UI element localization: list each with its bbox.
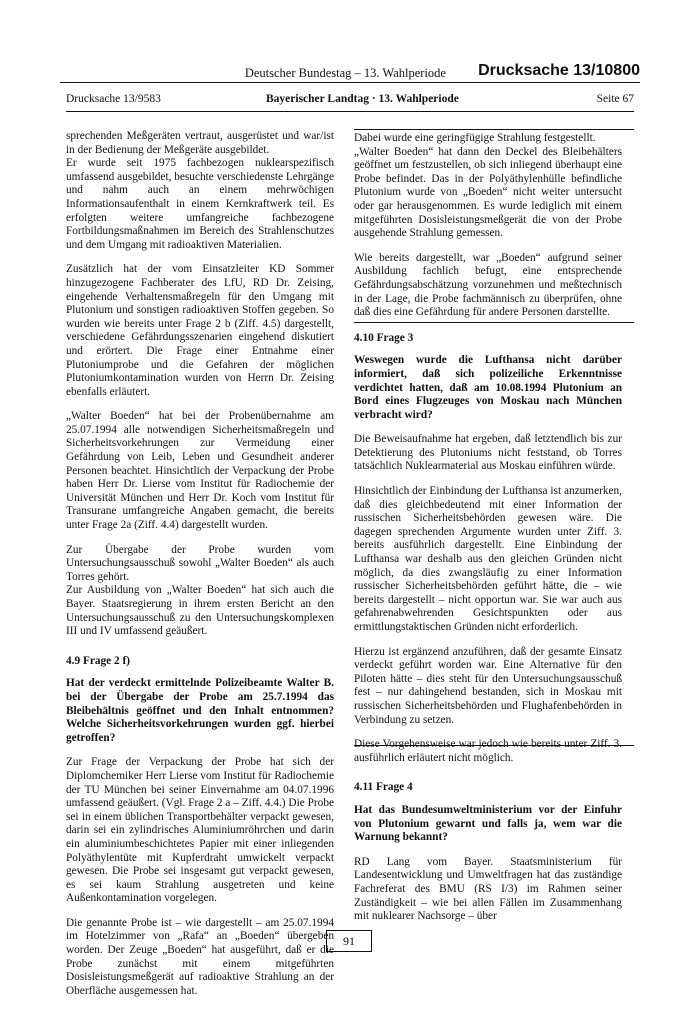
document-header bbox=[60, 62, 640, 82]
column-rule bbox=[354, 129, 634, 130]
right-column bbox=[354, 132, 622, 935]
section-heading: 4.10 Frage 3 bbox=[354, 331, 414, 344]
section-heading: 4.9 Frage 2 f) bbox=[66, 654, 130, 667]
question-text: Weswegen wurde die Lufthansa nicht darüber informiert, daß sich polizeiliche Erkenntnisse verdichtet hatten, daß am 10.08.1994 Plutonium an Bord eines Flugzeuges von Moskau nach München verbracht wird? bbox=[354, 354, 622, 421]
header-rule bbox=[60, 82, 640, 83]
paragraph: Zusätzlich hat der vom Einsatzleiter KD Sommer hinzugezogene Fachberater des LfU, RD Dr. Zeising, eingehende Verhaltensmaßregeln für den Umgang mit Plutonium und sonstigen radioaktiven Stoffen gegeben. So wurden wie bereits unter Frage 2 b (Ziff. 4.5) dargestellt, verschiedene Gefährdungsszenarien eingehend diskutiert und erörtert. Die Frage einer Entnahme einer Plutoniumprobe und die Gefahren der möglichen Plutoniumkontamination wurden von Herrn Dr. Zeising ebenfalls erläutert. bbox=[66, 263, 334, 398]
paragraph: Diese Vorgehensweise war jedoch wie bereits unter Ziff. 3. ausführlich erläutert nicht möglich. bbox=[354, 738, 622, 764]
paragraph: Zur Frage der Verpackung der Probe hat sich der Diplomchemiker Herr Lierse vom Institut für Radiochemie der TU München bei seiner Einvernahme am 04.07.1996 umfassend geäußert. (Vgl. Frage 2 a – Ziff. 4.4.) Die Probe sei in einem üblichen Transportbehälter verpackt gewesen, darin sei ein zylindrisches Aluminiumröhrchen und darin ein aluminiumbeschichtetes Papier mit einer inliegenden Polyäthylentüte mit Kupferdraht umwickelt verpackt gewesen. Die Probe sei insgesamt gut verpackt gewesen, es sei kaum Strahlung ausgetreten und keine Außenkontamination vorgelegen. bbox=[66, 756, 334, 905]
paragraph: Hinsichtlich der Einbindung der Lufthansa ist anzumerken, daß dies gleichbedeutend mit einer Information der russischen Sicherheitsbehörden gewesen wäre. Die dagegen sprechenden Argumente wurden unter Ziff. 3. bereits ausführlich dargestellt. Eine Einbindung der Lufthansa war deshalb aus den gleichen Gründen nicht möglich, da dies zwangsläufig zu einer Information russischer Sicherheitsbehörden geführt hätte, die – wie bereits dargestellt – nicht opportun war. Sie war auch aus gefahrenabwehrenden Gesichtspunkten oder aus ermittlungstaktischen Gründen nicht erforderlich. bbox=[354, 485, 622, 633]
subheader-drucksache: Drucksache 13/9583 bbox=[66, 93, 161, 105]
section-heading: 4.11 Frage 4 bbox=[354, 781, 413, 794]
subheader-rule bbox=[66, 111, 634, 112]
paragraph: sprechenden Meßgeräten vertraut, ausgerüstet und war/ist in der Bedienung der Meßgeräte ausgebildet. bbox=[66, 130, 334, 156]
paragraph: „Walter Boeden“ hat dann den Deckel des Bleibehälters geöffnet um festzustellen, ob sich inliegend überhaupt eine Probe befindet. Das in der Polyäthylenhülle befindliche Plutonium wurde von „Boeden“ nicht weiter untersucht oder gar herausgenommen. Es wurde lediglich mit einem mitgeführten Dosisleistungsmeßgerät die von der Probe ausgehende Strahlung gemessen. bbox=[354, 145, 622, 240]
paragraph: Dabei wurde eine geringfügige Strahlung festgestellt. bbox=[354, 132, 596, 144]
paragraph: Die Beweisaufnahme hat ergeben, daß letztendlich bis zur Detektierung des Plutoniums nicht feststand, ob Torres tatsächlich Nuklearmaterial aus Moskau einführen würde. bbox=[354, 433, 622, 473]
paragraph: Zur Ausbildung von „Walter Boeden“ hat sich auch die Bayer. Staatsregierung in ihrem ersten Bericht an den Untersuchungsausschuß zu den Untersuchungskomplexen III und IV umfassend geäußert. bbox=[66, 584, 334, 638]
drucksache-number: Drucksache 13/10800 bbox=[478, 62, 640, 79]
question-text: Hat das Bundesumweltministerium vor der Einfuhr von Plutonium gewarnt und falls ja, wem war die Warnung bekannt? bbox=[354, 803, 622, 844]
subheader-landtag: Bayerischer Landtag · 13. Wahlperiode bbox=[266, 93, 459, 105]
left-column bbox=[66, 130, 334, 1009]
subheader-page: Seite 67 bbox=[596, 93, 634, 105]
paragraph: Wie bereits dargestellt, war „Boeden“ aufgrund seiner Ausbildung fachlich befugt, eine entsprechende Gefährdungsabschätzung vorzunehmen und meßtechnisch in der Lage, die Probe fachmännisch zu überprüfen, ohne daß dies eine Gefährdung für andere Personen darstellte. bbox=[354, 251, 622, 319]
paragraph: Zur Übergabe der Probe wurden vom Untersuchungsausschuß sowohl „Walter Boeden“ als auch Torres gehört. bbox=[66, 543, 334, 583]
question-text: Hat der verdeckt ermittelnde Polizeibeamte Walter B. bei der Übergabe der Probe am 25.7.1994 das Bleibehältnis geöffnet und den Inhalt entnommen? Welche Sicherheitsvorkehrungen wurden ggf. hierbei getroffen? bbox=[66, 677, 334, 744]
paragraph: „Walter Boeden“ hat bei der Probenübernahme am 25.07.1994 alle notwendigen Sicherheitsmaßregeln und Sicherheitsvorkehrungen zur Vermeidung einer Gefährdung von Leib, Leben und Gesundheit anderer Personen beachtet. Hinsichtlich der Verpackung der Probe haben Herr Dr. Lierse vom Institut für Radiochemie der Universität München und Herr Dr. Koch vom Institut für Transurane umfangreiche Angaben gemacht, die bereits unter Frage 2a (Ziff. 4.4) dargestellt wurden. bbox=[66, 410, 334, 532]
paragraph: Hierzu ist ergänzend anzuführen, daß der gesamte Einsatz verdeckt geführt worden war. Eine Alternative für den Piloten hätte – dies steht für den Untersuchungsausschuß fest – nur dahingehend bestanden, sich in Moskau mit russischen Sicherheitsbehörden und Flughafenbehörden in Verbindung zu setzen. bbox=[354, 645, 622, 726]
paragraph: Die genannte Probe ist – wie dargestellt – am 25.07.1994 im Hotelzimmer von „Rafa“ an „Boeden“ übergeben worden. Der Zeuge „Boeden“ hat ausgeführt, daß er die Probe zunächst mit einem mitgeführten Dosisleistungsmeßgerät auf radioaktive Strahlung an der Oberfläche ausgemessen hat. bbox=[66, 916, 334, 997]
bundestag-header-text: Deutscher Bundestag – 13. Wahlperiode bbox=[244, 66, 446, 80]
page-number: 91 bbox=[326, 930, 372, 952]
paragraph: RD Lang vom Bayer. Staatsministerium für Landesentwicklung und Umweltfragen hat das zuständige Fachreferat des BMU (RS I/3) im Rahmen seiner Zuständigkeit – wie bei allen Fällen im Zusammenhang mit nuklearer Nachsorge – über bbox=[354, 855, 622, 923]
paragraph: Er wurde seit 1975 fachbezogen nuklearspezifisch umfassend ausgebildet, besuchte verschiedenste Lehrgänge und nahm auch an einem mehrwöchigen Informationsaufenthalt in einem Kernkraftwerk teil. Es erfolgten weitere umfangreiche fachbezogene Fortbildungsmaßnahmen im Bereich des Strahlenschutzes und dem Umgang mit radioaktiven Materialien. bbox=[66, 157, 334, 251]
landtag-subheader bbox=[66, 93, 634, 109]
